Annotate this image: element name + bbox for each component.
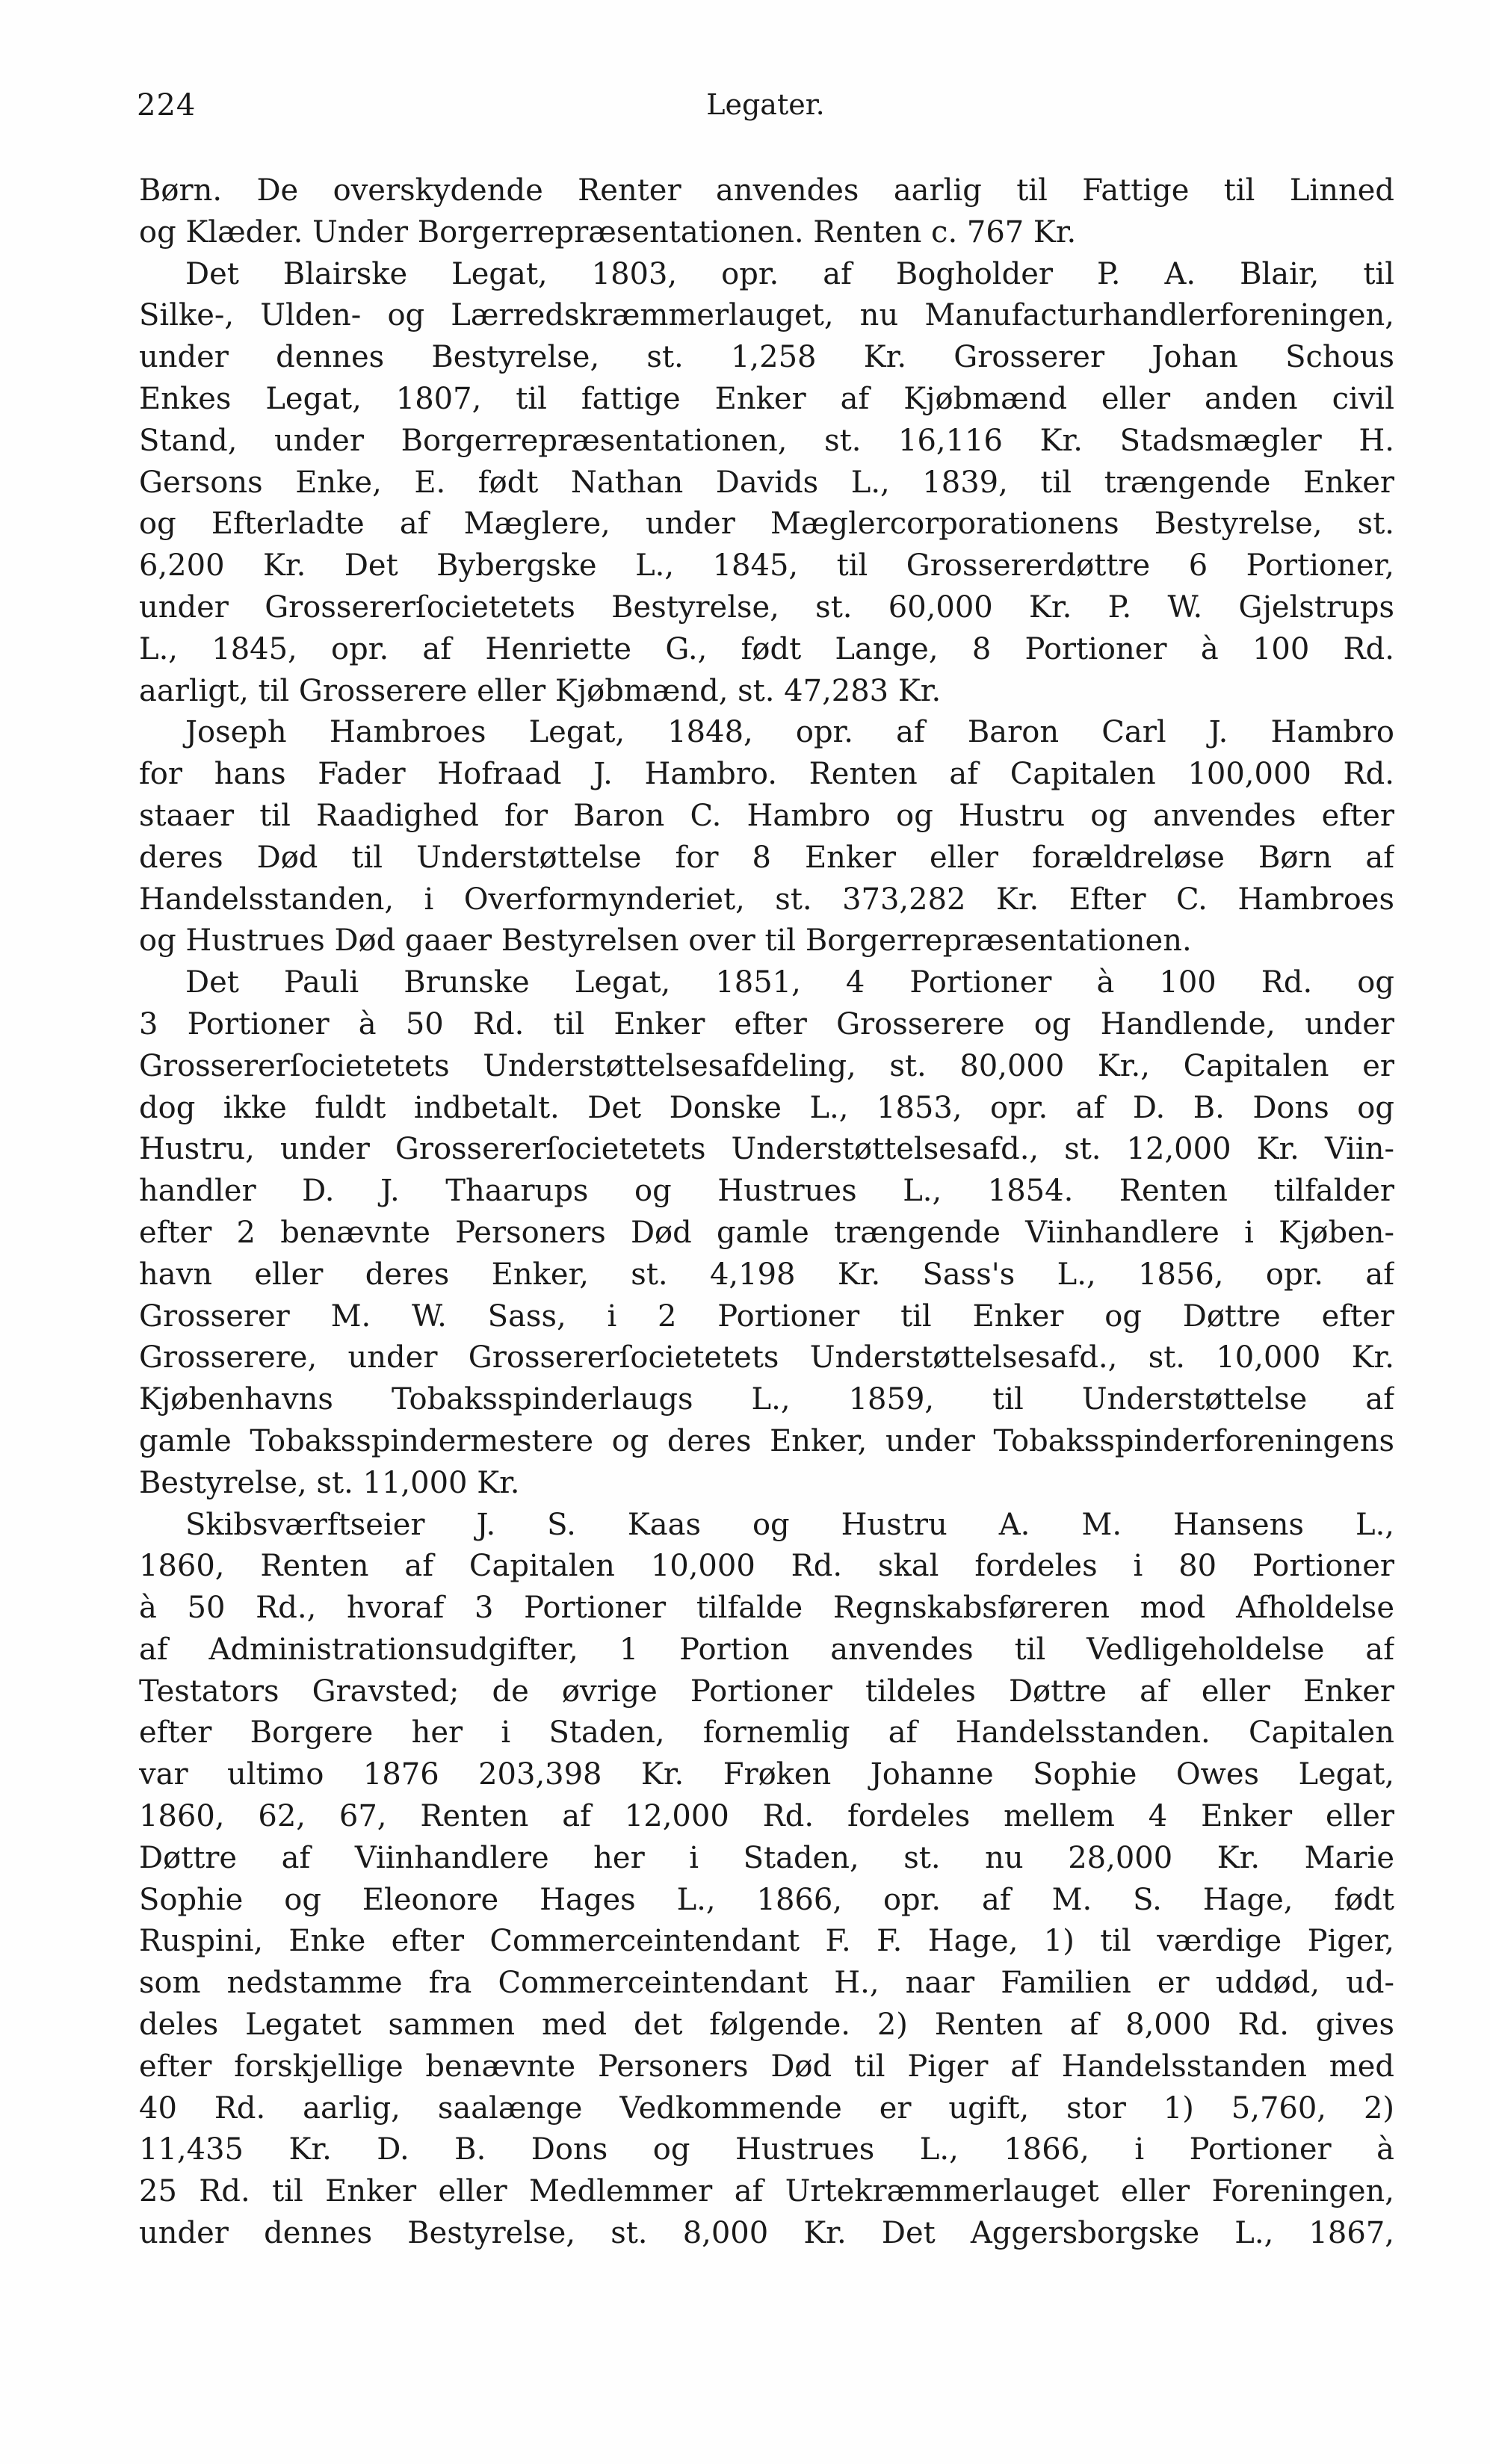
text-line: 25 Rd. til Enker eller Medlemmer af Urtekræmmerlauget eller Foreningen,: [139, 2174, 1394, 2209]
text-line: 1860, 62, 67, Renten af 12,000 Rd. fordeles mellem 4 Enker eller: [139, 1799, 1394, 1834]
text-line: Ruspini, Enke efter Commerceintendant F. F. Hage, 1) til værdige Piger,: [139, 1924, 1394, 1959]
text-line: aarligt, til Grosserere eller Kjøbmænd, st. 47,283 Kr.: [139, 673, 942, 708]
text-line: Silke-, Ulden- og Lærredskræmmerlauget, nu Manufacturhandlerforeningen,: [139, 298, 1394, 333]
text-line: Gersons Enke, E. født Nathan Davids L., 1839, til trængende Enker: [139, 465, 1394, 500]
text-line: 11,435 Kr. D. B. Dons og Hustrues L., 1866, i Portioner à: [139, 2132, 1394, 2167]
text-line: Kjøbenhavns Tobaksspinderlaugs L., 1859, til Understøttelse af: [139, 1382, 1394, 1417]
text-line: Joseph Hambroes Legat, 1848, opr. af Baron Carl J. Hambro: [185, 715, 1394, 750]
text-line: efter Borgere her i Staden, fornemlig af Handelsstanden. Capitalen: [139, 1715, 1394, 1751]
text-line: Stand, under Borgerrepræsentationen, st. 16,116 Kr. Stadsmægler H.: [139, 423, 1394, 458]
text-line: under Grossererſocietetets Bestyrelse, st. 60,000 Kr. P. W. Gjelstrups: [139, 589, 1394, 625]
text-line: Handelsstanden, i Overformynderiet, st. 373,282 Kr. Efter C. Hambroes: [139, 882, 1394, 917]
text-line: Grosserere, under Grossererſocietetets Understøttelsesafd., st. 10,000 Kr.: [139, 1340, 1394, 1375]
text-line: af Administrationsudgifter, 1 Portion anvendes til Vedligeholdelse af: [139, 1632, 1394, 1667]
text-line: havn eller deres Enker, st. 4,198 Kr. Sass's L., 1856, opr. af: [139, 1257, 1394, 1292]
text-line: Hustru, under Grossererſocietetets Understøttelsesafd., st. 12,000 Kr. Viin-: [139, 1132, 1394, 1167]
text-line: dog ikke fuldt indbetalt. Det Donske L., 1853, opr. af D. B. Dons og: [139, 1090, 1394, 1125]
text-line: 6,200 Kr. Det Bybergske L., 1845, til Grossererdøttre 6 Portioner,: [139, 548, 1394, 584]
text-line: Grosserer M. W. Sass, i 2 Portioner til Enker og Døttre efter: [139, 1298, 1394, 1334]
text-line: under dennes Bestyrelse, st. 8,000 Kr. Det Aggersborgske L., 1867,: [139, 2216, 1394, 2251]
text-line: under dennes Bestyrelse, st. 1,258 Kr. Grosserer Johan Schous: [139, 340, 1394, 375]
text-line: og Hustrues Død gaaer Bestyrelsen over til Borgerrepræsentationen.: [139, 923, 1192, 959]
text-line: 40 Rd. aarlig, saalænge Vedkommende er ugift, stor 1) 5,760, 2): [139, 2090, 1394, 2126]
text-line: og Efterladte af Mæglere, under Mæglercorporationens Bestyrelse, st.: [139, 507, 1394, 542]
text-line: Skibsværftseier J. S. Kaas og Hustru A. M. Hansens L.,: [185, 1507, 1394, 1542]
body-text: [139, 170, 1394, 2255]
text-line: L., 1845, opr. af Henriette G., født Lange, 8 Portioner à 100 Rd.: [139, 631, 1394, 666]
text-line: staaer til Raadighed for Baron C. Hambro og Hustru og anvendes efter: [139, 798, 1394, 833]
text-line: gamle Tobaksspindermestere og deres Enker, under Tobaksspinderforeningens: [139, 1423, 1394, 1458]
running-head: [137, 88, 1394, 133]
text-line: Grossererſocietetets Understøttelsesafdeling, st. 80,000 Kr., Capitalen er: [139, 1048, 1394, 1083]
text-line: 3 Portioner à 50 Rd. til Enker efter Grosserere og Handlende, under: [139, 1006, 1394, 1041]
text-line: for hans Fader Hofraad J. Hambro. Renten af Capitalen 100,000 Rd.: [139, 757, 1394, 792]
text-line: Det Blairske Legat, 1803, opr. af Bogholder P. A. Blair, til: [185, 256, 1394, 291]
text-line: efter 2 benævnte Personers Død gamle trængende Viinhandlere i Kjøben-: [139, 1215, 1394, 1250]
text-line: deles Legatet sammen med det følgende. 2) Renten af 8,000 Rd. gives: [139, 2008, 1394, 2043]
text-line: Enkes Legat, 1807, til fattige Enker af Kjøbmænd eller anden civil: [139, 381, 1394, 416]
text-line: Døttre af Viinhandlere her i Staden, st. nu 28,000 Kr. Marie: [139, 1840, 1394, 1875]
text-line: Bestyrelse, st. 11,000 Kr.: [139, 1465, 520, 1500]
text-line: efter forskjellige benævnte Personers Død til Piger af Handelsstanden med: [139, 2049, 1394, 2084]
text-line: som nedstamme fra Commerceintendant H., naar Familien er uddød, ud-: [139, 1966, 1394, 2001]
text-line: deres Død til Understøttelse for 8 Enker eller forældreløse Børn af: [139, 840, 1394, 875]
text-line: Børn. De overskydende Renter anvendes aarlig til Fattige til Linned: [139, 173, 1394, 208]
text-line: Det Pauli Brunske Legat, 1851, 4 Portioner à 100 Rd. og: [185, 965, 1394, 1000]
text-line: Sophie og Eleonore Hages L., 1866, opr. af M. S. Hage, født: [139, 1882, 1394, 1917]
text-line: 1860, Renten af Capitalen 10,000 Rd. skal fordeles i 80 Portioner: [139, 1549, 1394, 1584]
page-number: 224: [137, 88, 197, 123]
text-line: handler D. J. Thaarups og Hustrues L., 1854. Renten tilfalder: [139, 1174, 1394, 1209]
text-line: Testators Gravsted; de øvrige Portioner tildeles Døttre af eller Enker: [139, 1674, 1394, 1709]
text-line: à 50 Rd., hvoraf 3 Portioner tilfalde Regnskabsføreren mod Afholdelse: [139, 1591, 1394, 1626]
running-title: Legater.: [706, 88, 825, 121]
text-line: var ultimo 1876 203,398 Kr. Frøken Johanne Sophie Owes Legat,: [139, 1757, 1394, 1792]
text-line: og Klæder. Under Borgerrepræsentationen. Renten c. 767 Kr.: [139, 214, 1077, 250]
